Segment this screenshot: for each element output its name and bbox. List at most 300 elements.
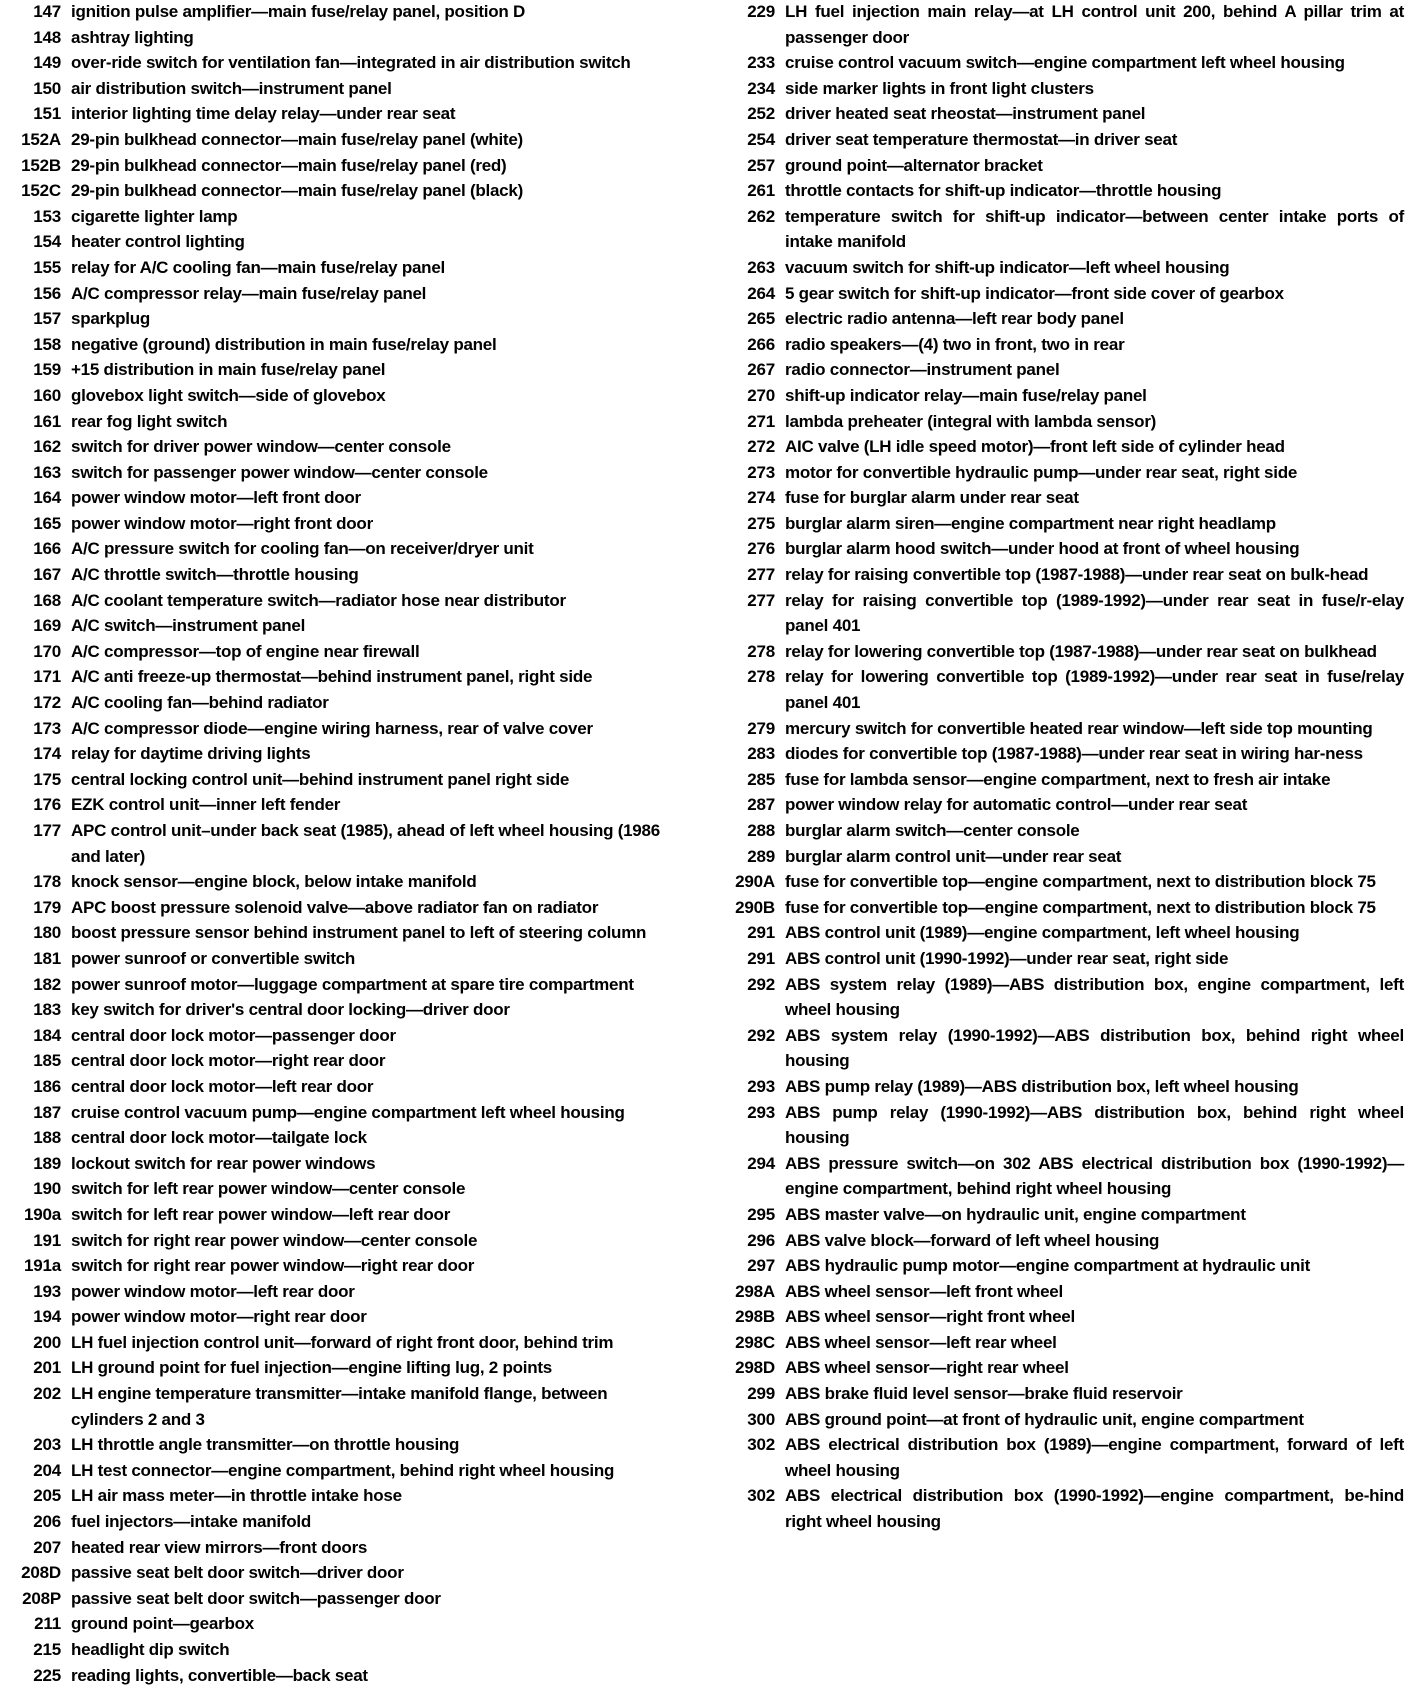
legend-entry (10, 997, 678, 1023)
component-number: 172 (33, 693, 61, 713)
component-number: 175 (33, 769, 61, 789)
legend-entry (724, 716, 1404, 742)
component-description: burglar alarm siren—engine compartment near right headlamp (785, 513, 1276, 533)
legend-entry (10, 664, 678, 690)
legend-entry (724, 869, 1404, 895)
component-description: burglar alarm control unit—under rear seat (785, 846, 1122, 866)
component-number: 193 (33, 1281, 61, 1301)
component-description: passive seat belt door switch—driver door (71, 1563, 404, 1583)
component-number: 293 (747, 1102, 775, 1122)
legend-entry (724, 1228, 1404, 1254)
component-description: diodes for convertible top (1987-1988)—under rear seat in wiring har-ness (785, 744, 1363, 764)
component-number: 289 (747, 846, 775, 866)
component-description: A/C compressor—top of engine near firewall (71, 641, 420, 661)
legend-entry (724, 1330, 1404, 1356)
component-number: 182 (33, 974, 61, 994)
legend-entry (10, 204, 678, 230)
component-number: 233 (747, 53, 775, 73)
component-description: ABS pressure switch—on 302 ABS electrical distribution box (1990-1992)—engine compartment, behind right wheel housing (785, 1153, 1404, 1199)
component-description: 29-pin bulkhead connector—main fuse/relay panel (red) (71, 155, 507, 175)
component-description: temperature switch for shift-up indicator—between center intake ports of intake manifold (785, 206, 1404, 252)
legend-entry (724, 1202, 1404, 1228)
component-description: key switch for driver's central door locking—driver door (71, 1000, 510, 1020)
component-number: 252 (747, 104, 775, 124)
legend-entry (724, 741, 1404, 767)
legend-entry (10, 511, 678, 537)
component-description: driver seat temperature thermostat—in driver seat (785, 129, 1178, 149)
legend-entry (724, 818, 1404, 844)
component-description: power window motor—left rear door (71, 1281, 355, 1301)
component-number: 278 (747, 641, 775, 661)
component-number: 298C (735, 1332, 775, 1352)
legend-entry (10, 1355, 678, 1381)
component-number: 158 (33, 334, 61, 354)
component-description: power sunroof motor—luggage compartment at spare tire compartment (71, 974, 634, 994)
component-description: 29-pin bulkhead connector—main fuse/relay panel (white) (71, 129, 523, 149)
component-number: 201 (33, 1358, 61, 1378)
legend-entry (10, 1176, 678, 1202)
component-number: 153 (33, 206, 61, 226)
component-number: 156 (33, 283, 61, 303)
legend-entry (724, 1074, 1404, 1100)
component-number: 184 (33, 1025, 61, 1045)
legend-entry (724, 639, 1404, 665)
component-number: 302 (747, 1435, 775, 1455)
legend-entry (724, 281, 1404, 307)
component-description: A/C compressor diode—engine wiring harness, rear of valve cover (71, 718, 593, 738)
component-number: 180 (33, 923, 61, 943)
component-description: cruise control vacuum switch—engine compartment left wheel housing (785, 53, 1345, 73)
component-description: ABS pump relay (1990-1992)—ABS distribution box, behind right wheel housing (785, 1102, 1404, 1148)
component-description: central door lock motor—right rear door (71, 1051, 386, 1071)
component-description: mercury switch for convertible heated rear window—left side top mounting (785, 718, 1373, 738)
component-number: 148 (33, 27, 61, 47)
component-number: 190a (23, 1204, 61, 1224)
component-number: 279 (747, 718, 775, 738)
component-number: 295 (747, 1204, 775, 1224)
component-description: over-ride switch for ventilation fan—integrated in air distribution switch (71, 53, 631, 73)
component-number: 263 (747, 257, 775, 277)
component-description: switch for right rear power window—right rear door (71, 1256, 475, 1276)
legend-entry (724, 153, 1404, 179)
component-number: 290B (735, 897, 775, 917)
legend-entry (10, 1483, 678, 1509)
component-description: interior lighting time delay relay—under rear seat (71, 104, 456, 124)
component-number: 262 (747, 206, 775, 226)
component-number: 298B (735, 1307, 775, 1327)
component-description: cigarette lighter lamp (71, 206, 238, 226)
component-number: 287 (747, 795, 775, 815)
legend-entry (724, 0, 1404, 50)
component-description: glovebox light switch—side of glovebox (71, 385, 386, 405)
component-description: burglar alarm switch—center console (785, 821, 1080, 840)
component-number: 285 (747, 769, 775, 789)
legend-entry (10, 485, 678, 511)
component-description: ABS wheel sensor—right rear wheel (785, 1358, 1069, 1378)
component-description: electric radio antenna—left rear body panel (785, 309, 1124, 329)
component-description: ABS wheel sensor—right front wheel (785, 1307, 1075, 1327)
legend-entry (10, 639, 678, 665)
legend-entry (724, 1355, 1404, 1381)
legend-entry (10, 101, 678, 127)
component-number: 183 (33, 1000, 61, 1020)
component-description: 29-pin bulkhead connector—main fuse/relay panel (black) (71, 181, 523, 201)
legend-entry (10, 1279, 678, 1305)
component-number: 276 (747, 539, 775, 559)
component-description: ABS wheel sensor—left front wheel (785, 1281, 1063, 1301)
component-description: ABS brake fluid level sensor—brake fluid reservoir (785, 1384, 1183, 1404)
legend-entry (724, 1253, 1404, 1279)
component-description: headlight dip switch (71, 1640, 230, 1659)
component-number: 149 (33, 53, 61, 73)
component-description: throttle contacts for shift-up indicator—throttle housing (785, 181, 1222, 201)
legend-entry (10, 1663, 678, 1689)
component-number: 277 (747, 590, 775, 610)
legend-entry (10, 1637, 678, 1663)
legend-entry (10, 869, 678, 895)
component-number: 264 (747, 283, 775, 303)
legend-entry (10, 409, 678, 435)
component-number: 152B (21, 155, 61, 175)
component-description: reading lights, convertible—back seat (71, 1665, 368, 1685)
component-number: 298A (735, 1281, 775, 1301)
component-description: ABS pump relay (1989)—ABS distribution box, left wheel housing (785, 1076, 1299, 1096)
component-number: 177 (33, 821, 61, 840)
component-number: 147 (33, 2, 61, 21)
component-description: ABS electrical distribution box (1990-1992)—engine compartment, be-hind right wheel housing (785, 1486, 1404, 1532)
component-number: 190 (33, 1179, 61, 1199)
component-number: 273 (747, 462, 775, 482)
component-description: air distribution switch—instrument panel (71, 78, 392, 98)
component-number: 185 (33, 1051, 61, 1071)
legend-entry (10, 1381, 678, 1432)
legend-entry (10, 1202, 678, 1228)
legend-entry (724, 664, 1404, 715)
component-number: 194 (33, 1307, 61, 1327)
legend-entry (724, 1151, 1404, 1202)
component-number: 202 (33, 1384, 61, 1404)
legend-column-right (724, 0, 1404, 1535)
legend-entry (10, 332, 678, 358)
component-description: driver heated seat rheostat—instrument panel (785, 104, 1146, 124)
legend-entry (10, 50, 678, 76)
component-number: 277 (747, 565, 775, 585)
component-description: ABS electrical distribution box (1989)—engine compartment, forward of left wheel housing (785, 1435, 1404, 1480)
component-number: 208D (21, 1563, 61, 1583)
component-description: lambda preheater (integral with lambda sensor) (785, 411, 1157, 431)
component-description: shift-up indicator relay—main fuse/relay panel (785, 385, 1147, 405)
component-number: 225 (33, 1665, 61, 1685)
legend-entry (724, 511, 1404, 537)
legend-column-left (10, 0, 678, 1688)
legend-entry (10, 357, 678, 383)
component-description: A/C pressure switch for cooling fan—on receiver/dryer unit (71, 539, 534, 559)
component-number: 152A (21, 129, 61, 149)
component-number: 261 (747, 181, 775, 201)
legend-entry (724, 178, 1404, 204)
legend-entry (724, 972, 1404, 1023)
legend-entry (10, 946, 678, 972)
legend-entry (724, 1483, 1404, 1534)
component-number: 179 (33, 897, 61, 917)
legend-entry (724, 1304, 1404, 1330)
component-number: 155 (33, 257, 61, 277)
legend-entry (724, 920, 1404, 946)
component-number: 204 (33, 1460, 61, 1480)
component-number: 291 (747, 923, 775, 943)
component-number: 298D (735, 1358, 775, 1378)
component-number: 271 (747, 411, 775, 431)
legend-entry (724, 101, 1404, 127)
legend-entry (10, 229, 678, 255)
legend-entry (10, 1535, 678, 1561)
component-description: relay for raising convertible top (1987-1988)—under rear seat on bulk-head (785, 565, 1369, 585)
component-description: power window motor—right front door (71, 513, 373, 533)
component-description: A/C switch—instrument panel (71, 616, 306, 636)
component-number: 168 (33, 590, 61, 610)
component-description: power window relay for automatic control—under rear seat (785, 795, 1248, 815)
legend-entry (10, 383, 678, 409)
component-description: LH ground point for fuel injection—engine lifting lug, 2 points (71, 1358, 552, 1378)
component-description: central door lock motor—tailgate lock (71, 1128, 367, 1148)
component-number: 157 (33, 309, 61, 329)
component-description: LH test connector—engine compartment, behind right wheel housing (71, 1460, 615, 1480)
legend-entry (724, 76, 1404, 102)
component-description: heated rear view mirrors—front doors (71, 1537, 368, 1557)
component-description: relay for A/C cooling fan—main fuse/relay panel (71, 257, 445, 277)
component-description: fuse for convertible top—engine compartment, next to distribution block 75 (785, 872, 1376, 892)
component-number: 291 (747, 948, 775, 968)
component-description: LH air mass meter—in throttle intake hose (71, 1486, 402, 1506)
component-description: ground point—gearbox (71, 1614, 254, 1634)
component-number: 165 (33, 513, 61, 533)
component-description: fuse for burglar alarm under rear seat (785, 488, 1079, 508)
component-number: 283 (747, 744, 775, 764)
legend-entry (724, 127, 1404, 153)
component-description: lockout switch for rear power windows (71, 1153, 376, 1173)
legend-entry (10, 536, 678, 562)
legend-entry (10, 613, 678, 639)
component-number: 278 (747, 667, 775, 687)
component-description: burglar alarm hood switch—under hood at front of wheel housing (785, 539, 1300, 559)
component-number: 151 (33, 104, 61, 124)
legend-entry (10, 1509, 678, 1535)
legend-entry (724, 895, 1404, 921)
legend-entry (10, 588, 678, 614)
component-description: AIC valve (LH idle speed motor)—front left side of cylinder head (785, 437, 1285, 457)
component-description: switch for passenger power window—center console (71, 462, 488, 482)
legend-entry (10, 690, 678, 716)
legend-entry (724, 485, 1404, 511)
component-description: ABS control unit (1989)—engine compartment, left wheel housing (785, 923, 1300, 943)
legend-entry (724, 1100, 1404, 1151)
legend-entry (10, 1151, 678, 1177)
component-description: ashtray lighting (71, 27, 194, 47)
legend-entry (10, 153, 678, 179)
legend-entry (724, 409, 1404, 435)
legend-entry (724, 1023, 1404, 1074)
component-number: 161 (33, 411, 61, 431)
component-number: 297 (747, 1256, 775, 1276)
legend-entry (10, 562, 678, 588)
component-description: ABS master valve—on hydraulic unit, engine compartment (785, 1204, 1246, 1224)
component-number: 300 (747, 1409, 775, 1429)
component-number: 270 (747, 385, 775, 405)
component-number: 200 (33, 1332, 61, 1352)
component-number: 288 (747, 821, 775, 840)
legend-entry (724, 792, 1404, 818)
component-description: A/C throttle switch—throttle housing (71, 565, 359, 585)
component-number: 187 (33, 1102, 61, 1122)
component-description: relay for raising convertible top (1989-1992)—under rear seat in fuse/r-elay panel 401 (785, 590, 1404, 636)
legend-entry (724, 357, 1404, 383)
component-number: 170 (33, 641, 61, 661)
component-number: 203 (33, 1435, 61, 1455)
legend-entry (10, 1228, 678, 1254)
component-description: heater control lighting (71, 232, 245, 252)
component-number: 274 (747, 488, 775, 508)
legend-entry (10, 1458, 678, 1484)
legend-entry (10, 0, 678, 25)
legend-entry (724, 460, 1404, 486)
legend-entry (10, 127, 678, 153)
component-description: ignition pulse amplifier—main fuse/relay panel, position D (71, 2, 526, 21)
component-number: 152C (21, 181, 61, 201)
component-number: 174 (33, 744, 61, 764)
legend-entry (10, 460, 678, 486)
component-description: ABS hydraulic pump motor—engine compartment at hydraulic unit (785, 1256, 1311, 1276)
component-description: central door lock motor—left rear door (71, 1076, 374, 1096)
component-description: rear fog light switch (71, 411, 228, 431)
component-description: ground point—alternator bracket (785, 155, 1043, 175)
component-description: ABS wheel sensor—left rear wheel (785, 1332, 1057, 1352)
component-description: negative (ground) distribution in main fuse/relay panel (71, 334, 497, 354)
legend-entry (724, 50, 1404, 76)
component-description: 5 gear switch for shift-up indicator—front side cover of gearbox (785, 283, 1284, 303)
component-number: 169 (33, 616, 61, 636)
component-description: LH fuel injection control unit—forward of right front door, behind trim (71, 1332, 614, 1352)
component-description: ABS system relay (1990-1992)—ABS distribution box, behind right wheel housing (785, 1025, 1404, 1071)
legend-entry (10, 818, 678, 869)
legend-entry (724, 946, 1404, 972)
component-description: +15 distribution in main fuse/relay panel (71, 360, 386, 380)
legend-entry (10, 920, 678, 946)
legend-entry (10, 434, 678, 460)
component-number: 267 (747, 360, 775, 380)
component-description: knock sensor—engine block, below intake manifold (71, 872, 477, 892)
component-description: boost pressure sensor behind instrument panel to left of steering column (71, 923, 647, 943)
component-description: power sunroof or convertible switch (71, 948, 356, 968)
component-number: 215 (33, 1640, 61, 1659)
component-description: switch for right rear power window—center console (71, 1230, 478, 1250)
component-description: vacuum switch for shift-up indicator—left wheel housing (785, 257, 1230, 277)
component-description: fuel injectors—intake manifold (71, 1512, 311, 1532)
component-description: A/C coolant temperature switch—radiator hose near distributor (71, 590, 566, 610)
component-number: 266 (747, 334, 775, 354)
component-number: 164 (33, 488, 61, 508)
component-number: 292 (747, 974, 775, 994)
legend-entry (10, 1432, 678, 1458)
component-description: LH throttle angle transmitter—on throttle housing (71, 1435, 460, 1455)
component-description: APC boost pressure solenoid valve—above radiator fan on radiator (71, 897, 599, 917)
component-description: fuse for convertible top—engine compartment, next to distribution block 75 (785, 897, 1376, 917)
component-number: 171 (33, 667, 61, 687)
component-number: 292 (747, 1025, 775, 1045)
component-number: 302 (747, 1486, 775, 1506)
legend-entry (10, 1253, 678, 1279)
component-number: 159 (33, 360, 61, 380)
legend-entry (10, 1100, 678, 1126)
legend-entry (724, 588, 1404, 639)
component-number: 290A (735, 872, 775, 892)
component-description: relay for daytime driving lights (71, 744, 311, 764)
legend-entry (724, 332, 1404, 358)
legend-entry (10, 1023, 678, 1049)
component-description: LH fuel injection main relay—at LH control unit 200, behind A pillar trim at passenger door (785, 2, 1404, 47)
component-description: sparkplug (71, 309, 150, 329)
legend-entry (724, 844, 1404, 870)
component-number: 173 (33, 718, 61, 738)
component-number: 206 (33, 1512, 61, 1532)
component-number: 234 (747, 78, 775, 98)
component-number: 160 (33, 385, 61, 405)
legend-entry (724, 255, 1404, 281)
component-description: ABS system relay (1989)—ABS distribution box, engine compartment, left wheel housing (785, 974, 1404, 1020)
legend-entry (724, 1279, 1404, 1305)
legend-entry (724, 434, 1404, 460)
legend-entry (10, 1586, 678, 1612)
component-description: switch for left rear power window—left rear door (71, 1204, 451, 1224)
legend-entry (10, 1330, 678, 1356)
component-number: 257 (747, 155, 775, 175)
component-number: 296 (747, 1230, 775, 1250)
legend-entry (10, 767, 678, 793)
component-description: central door lock motor—passenger door (71, 1025, 396, 1045)
legend-entry (10, 1074, 678, 1100)
component-description: switch for left rear power window—center console (71, 1179, 466, 1199)
component-number: 272 (747, 437, 775, 457)
component-description: power window motor—right rear door (71, 1307, 367, 1327)
component-description: A/C cooling fan—behind radiator (71, 693, 329, 713)
component-description: fuse for lambda sensor—engine compartment, next to fresh air intake (785, 769, 1331, 789)
component-description: EZK control unit—inner left fender (71, 795, 341, 815)
component-number: 205 (33, 1486, 61, 1506)
component-description: relay for lowering convertible top (1987-1988)—under rear seat on bulkhead (785, 641, 1377, 661)
component-description: ABS valve block—forward of left wheel housing (785, 1230, 1160, 1250)
component-number: 207 (33, 1537, 61, 1557)
legend-entry (10, 741, 678, 767)
component-number: 299 (747, 1384, 775, 1404)
component-number: 275 (747, 513, 775, 533)
component-number: 265 (747, 309, 775, 329)
component-description: radio speakers—(4) two in front, two in rear (785, 334, 1125, 354)
legend-entry (724, 562, 1404, 588)
legend-entry (10, 972, 678, 998)
component-number: 167 (33, 565, 61, 585)
component-description: central locking control unit—behind instrument panel right side (71, 769, 570, 789)
legend-entry (10, 25, 678, 51)
legend-entry (724, 1381, 1404, 1407)
legend-entry (10, 1048, 678, 1074)
legend-entry (724, 306, 1404, 332)
legend-entry (10, 1304, 678, 1330)
component-number: 176 (33, 795, 61, 815)
component-number: 191a (23, 1256, 61, 1276)
component-number: 189 (33, 1153, 61, 1173)
component-number: 150 (33, 78, 61, 98)
component-description: relay for lowering convertible top (1989-1992)—under rear seat in fuse/relay panel 401 (785, 667, 1404, 713)
component-description: switch for driver power window—center console (71, 437, 451, 457)
